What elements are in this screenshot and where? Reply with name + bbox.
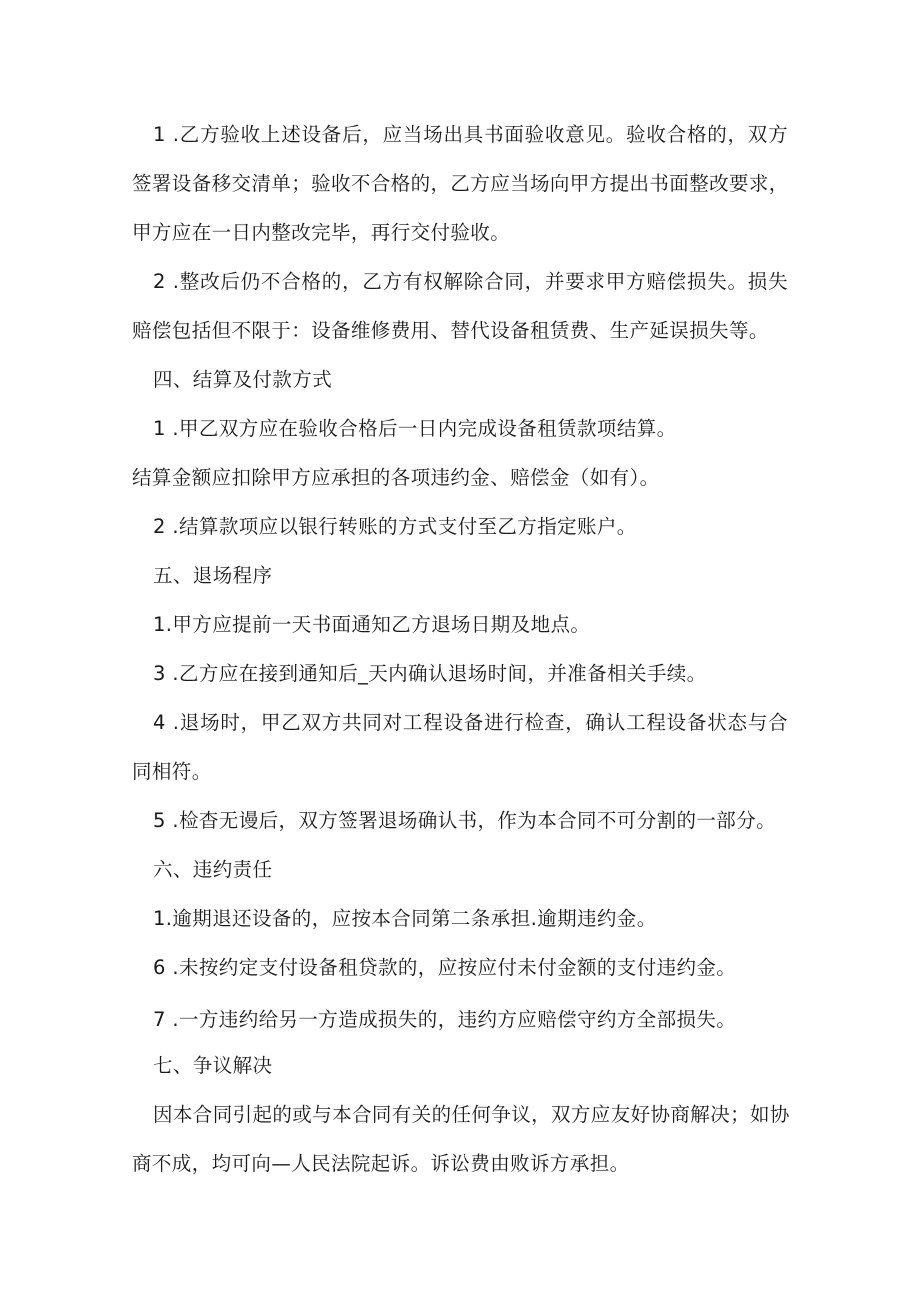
paragraph-line: 6 .未按约定支付设备租贷款的，应按应付未付金额的支付违约金。 [153, 956, 737, 979]
paragraph-line: 3 .乙方应在接到通知后_天内确认退场时间，并准备相关手续。 [153, 662, 707, 685]
paragraph-line: 1 .乙方验收上述设备后，应当场出具书面验收意见。验收合格的，双方 [153, 123, 788, 146]
paragraph-line: 4 .退场时，甲乙双方共同对工程设备进行检查，确认工程设备状态与合 [153, 711, 788, 734]
paragraph-line: 签署设备移交清单；验收不合格的，乙方应当场向甲方提出书面整改要求， [132, 172, 789, 195]
section-heading: 五、退场程序 [153, 564, 273, 587]
paragraph-line: 同相符。 [132, 760, 212, 783]
paragraph-line: 7 .一方违约给另一方造成损失的，违约方应赔偿守约方全部损失。 [153, 1008, 737, 1031]
paragraph-line: 商不成，均可向—人民法院起诉。诉讼费由败诉方承担。 [132, 1152, 630, 1175]
paragraph-line: 2 .整改后仍不合格的，乙方有权解除合同，并要求甲方赔偿损失。损失 [153, 270, 788, 293]
paragraph-line: 1.甲方应提前一天书面通知乙方退场日期及地点。 [153, 613, 591, 636]
section-heading: 七、争议解决 [153, 1054, 273, 1077]
section-heading: 四、结算及付款方式 [153, 368, 333, 391]
paragraph-line: 因本合同引起的或与本合同有关的任何争议，双方应友好协商解决；如协 [153, 1103, 790, 1126]
section-heading: 六、违约责任 [153, 858, 273, 881]
paragraph-line: 1 .甲乙双方应在验收合格后一日内完成设备租赁款项结算。 [153, 417, 677, 440]
paragraph-line: 赔偿包括但不限于：设备维修费用、替代设备租赁费、生产延误损失等。 [132, 319, 769, 342]
paragraph-line: 1.逾期退还设备的，应按本合同第二条承担.逾期违约金。 [153, 907, 657, 930]
paragraph-line: 2 .结算款项应以银行转账的方式支付至乙方指定账户。 [153, 515, 637, 538]
paragraph-line: 5 .检杳无谩后，双方签署退场确认书，作为本合同不可分割的一部分。 [153, 809, 777, 832]
paragraph-line: 甲方应在一日内整改完毕，再行交付验收。 [132, 221, 511, 244]
paragraph-line: 结算金额应扣除甲方应承担的各项违约金、赔偿金（如有）。 [132, 466, 660, 489]
